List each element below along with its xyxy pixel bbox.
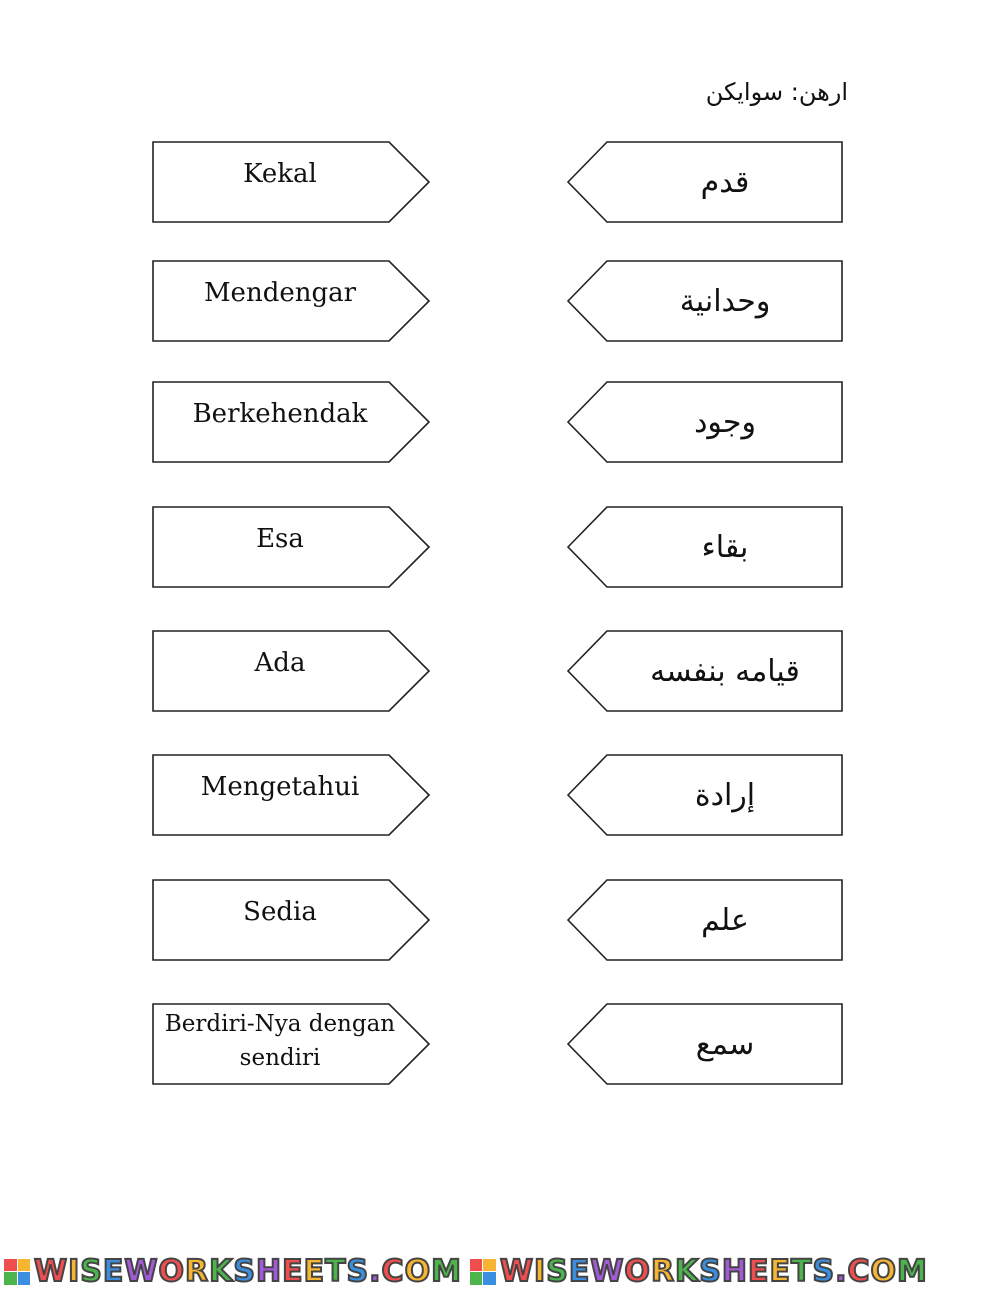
left-term-label: Esa	[256, 524, 304, 554]
left-term-tag[interactable]	[152, 260, 432, 342]
right-term-label: وحدانية	[679, 283, 771, 319]
right-term-tag[interactable]	[566, 506, 844, 588]
watermark-brand-2	[470, 1254, 928, 1289]
left-term-label: Ada	[254, 648, 306, 678]
left-term-label: Berkehendak	[192, 399, 368, 429]
left-term-label: Kekal	[243, 159, 317, 189]
right-term-tag[interactable]	[566, 381, 844, 463]
right-term-tag[interactable]	[566, 141, 844, 223]
right-term-tag[interactable]	[566, 754, 844, 836]
watermark-logo-icon	[4, 1259, 30, 1285]
watermark-logo-icon	[470, 1259, 496, 1285]
right-term-label: وجود	[694, 404, 756, 440]
right-term-label: علم	[701, 902, 749, 938]
right-term-label: قيامه بنفسه	[650, 653, 800, 689]
right-term-tag[interactable]	[566, 630, 844, 712]
right-term-tag[interactable]	[566, 879, 844, 961]
left-term-label: Sedia	[243, 897, 317, 927]
right-term-tag[interactable]	[566, 1003, 844, 1085]
watermark-text: WISEWORKSHEETS.COM	[499, 1254, 928, 1289]
left-term-tag[interactable]	[152, 141, 432, 223]
left-term-label: Berdiri-Nya dengan sendiri	[164, 1011, 396, 1071]
left-term-tag[interactable]	[152, 879, 432, 961]
right-term-label: قدم	[700, 164, 750, 200]
left-term-label: Mengetahui	[200, 772, 360, 802]
left-term-tag[interactable]	[152, 630, 432, 712]
left-term-tag[interactable]	[152, 1003, 432, 1085]
left-term-tag[interactable]	[152, 754, 432, 836]
left-term-tag[interactable]	[152, 506, 432, 588]
right-term-tag[interactable]	[566, 260, 844, 342]
left-term-label: Mendengar	[203, 278, 357, 308]
right-term-label: بقاء	[701, 529, 749, 565]
watermark-brand-1	[4, 1254, 462, 1289]
right-term-label: سمع	[695, 1026, 755, 1062]
footer-watermark-bar	[0, 1252, 1000, 1291]
instruction-text: ارهن: سوايكن	[705, 78, 848, 106]
right-term-label: إرادة	[694, 777, 756, 813]
watermark-text: WISEWORKSHEETS.COM	[34, 1254, 462, 1289]
left-term-tag[interactable]	[152, 381, 432, 463]
